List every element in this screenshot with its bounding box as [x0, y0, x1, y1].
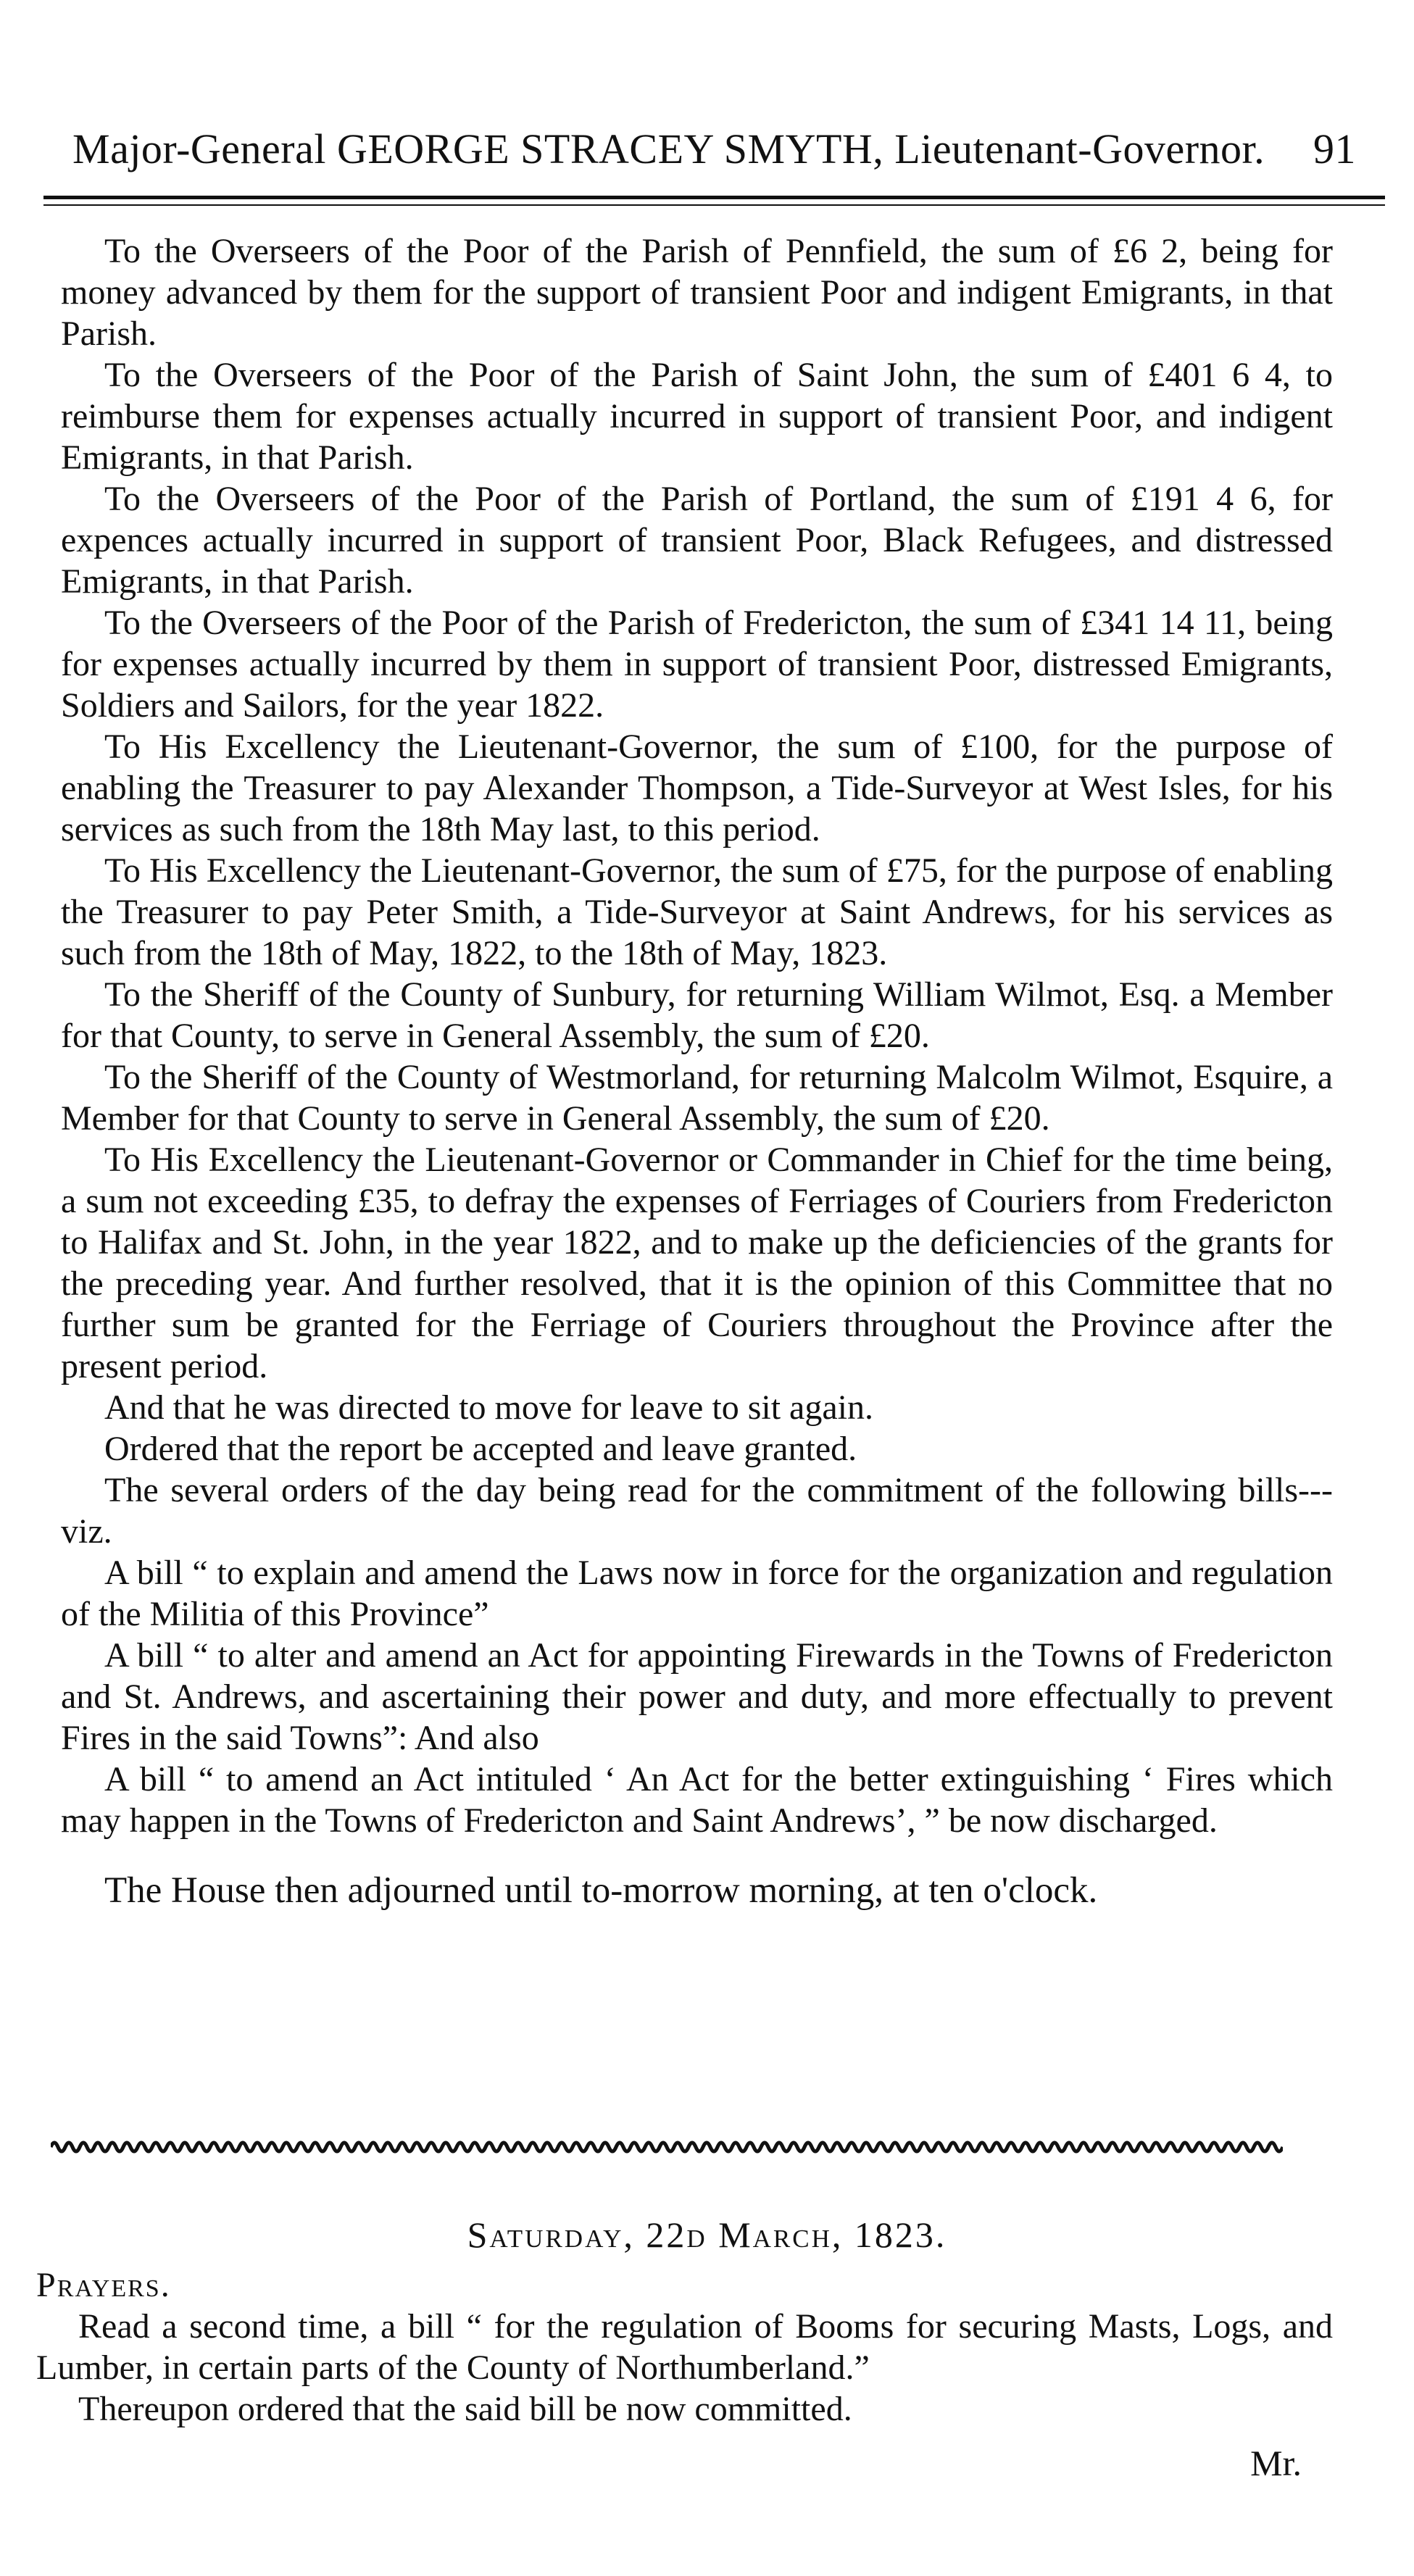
paragraph: To the Overseers of the Poor of the Parish of Saint John, the sum of £401 6 4, to reimburse them for expenses actually incurred in support of transient Poor, and indigent Emigrants, in that Parish.	[61, 356, 1333, 477]
paragraph: To the Overseers of the Poor of the Parish of Portland, the sum of £191 4 6, for expences actually incurred in support of transient Poor, Black Refugees, and distressed Emigrants, in that Parish.	[61, 480, 1333, 601]
running-title: Major-General GEORGE STRACEY SMYTH, Lieutenant-Governor.	[72, 125, 1265, 172]
paragraph: Ordered that the report be accepted and leave granted.	[104, 1430, 857, 1468]
paragraph: The several orders of the day being read for the commitment of the following bills---viz.	[61, 1471, 1333, 1551]
page-number: 91	[1313, 125, 1356, 172]
paragraph: Thereupon ordered that the said bill be now committed.	[78, 2390, 852, 2428]
paragraph: To His Excellency the Lieutenant-Governor or Commander in Chief for the time being, a sum not exceeding £35, to defray the expenses of Ferriages of Couriers from Fredericton to Halifax and St. John, in the year 1822, and to make up the deficiencies of the grants for the preceding year. And further resolved, that it is the opinion of this Committee that no further sum be granted for the Ferriage of Couriers throughout the Province after the present period.	[61, 1141, 1333, 1385]
paragraph: To the Overseers of the Poor of the Parish of Fredericton, the sum of £341 14 11, being for expenses actually incurred by them in support of transient Poor, distressed Emigrants, Soldiers and Sailors, for the year 1822.	[61, 604, 1333, 725]
paragraph: A bill “ to amend an Act intituled ‘ An Act for the better extinguishing ‘ Fires which may happen in the Towns of Fredericton and Saint Andrews’, ” be now discharged.	[61, 1760, 1333, 1840]
paragraph: To His Excellency the Lieutenant-Governor, the sum of £100, for the purpose of enabling the Treasurer to pay Alexander Thompson, a Tide-Surveyor at West Isles, for his services as such from the 18th May last, to this period.	[61, 728, 1333, 849]
paragraph: A bill “ to alter and amend an Act for appointing Firewards in the Towns of Fredericton and St. Andrews, and ascertaining their power and duty, and more effectually to prevent Fires in the said Towns”: And also	[61, 1636, 1333, 1757]
paragraph: To the Sheriff of the County of Westmorland, for returning Malcolm Wilmot, Esquire, a Member for that County to serve in General Assembly, the sum of £20.	[61, 1058, 1333, 1138]
paragraph: To His Excellency the Lieutenant-Governor, the sum of £75, for the purpose of enabling the Treasurer to pay Peter Smith, a Tide-Surveyor at Saint Andrews, for his services as such from the 18th of May, 1822, to the 18th of May, 1823.	[61, 851, 1333, 972]
paragraph: To the Sheriff of the County of Sunbury, for returning William Wilmot, Esq. a Member for that County, to serve in General Assembly, the sum of £20.	[61, 975, 1333, 1055]
adjournment-line: The House then adjourned until to-morrow morning, at ten o'clock.	[104, 1870, 1098, 1911]
proceedings-text	[61, 230, 1333, 1912]
catchword: Mr.	[1250, 2443, 1302, 2483]
paragraph: To the Overseers of the Poor of the Parish of Pennfield, the sum of £6 2, being for money advanced by them for the support of transient Poor and indigent Emigrants, in that Parish.	[61, 232, 1333, 353]
paragraph: Read a second time, a bill “ for the regulation of Booms for securing Masts, Logs, and Lumber, in certain parts of the County of Northumberland.”	[36, 2307, 1333, 2387]
paragraph: And that he was directed to move for leave to sit again.	[104, 1388, 873, 1427]
saturday-proceedings	[36, 2264, 1333, 2430]
header-rule-thin	[43, 204, 1385, 206]
wavy-divider	[51, 2134, 1283, 2160]
header-rule	[43, 196, 1385, 199]
day-heading: Saturday, 22d March, 1823.	[467, 2214, 947, 2255]
paragraph: A bill “ to explain and amend the Laws now in force for the organization and regulation of the Militia of this Province”	[61, 1554, 1333, 1633]
page-header	[72, 125, 1356, 183]
prayers-label: Prayers.	[36, 2266, 171, 2304]
